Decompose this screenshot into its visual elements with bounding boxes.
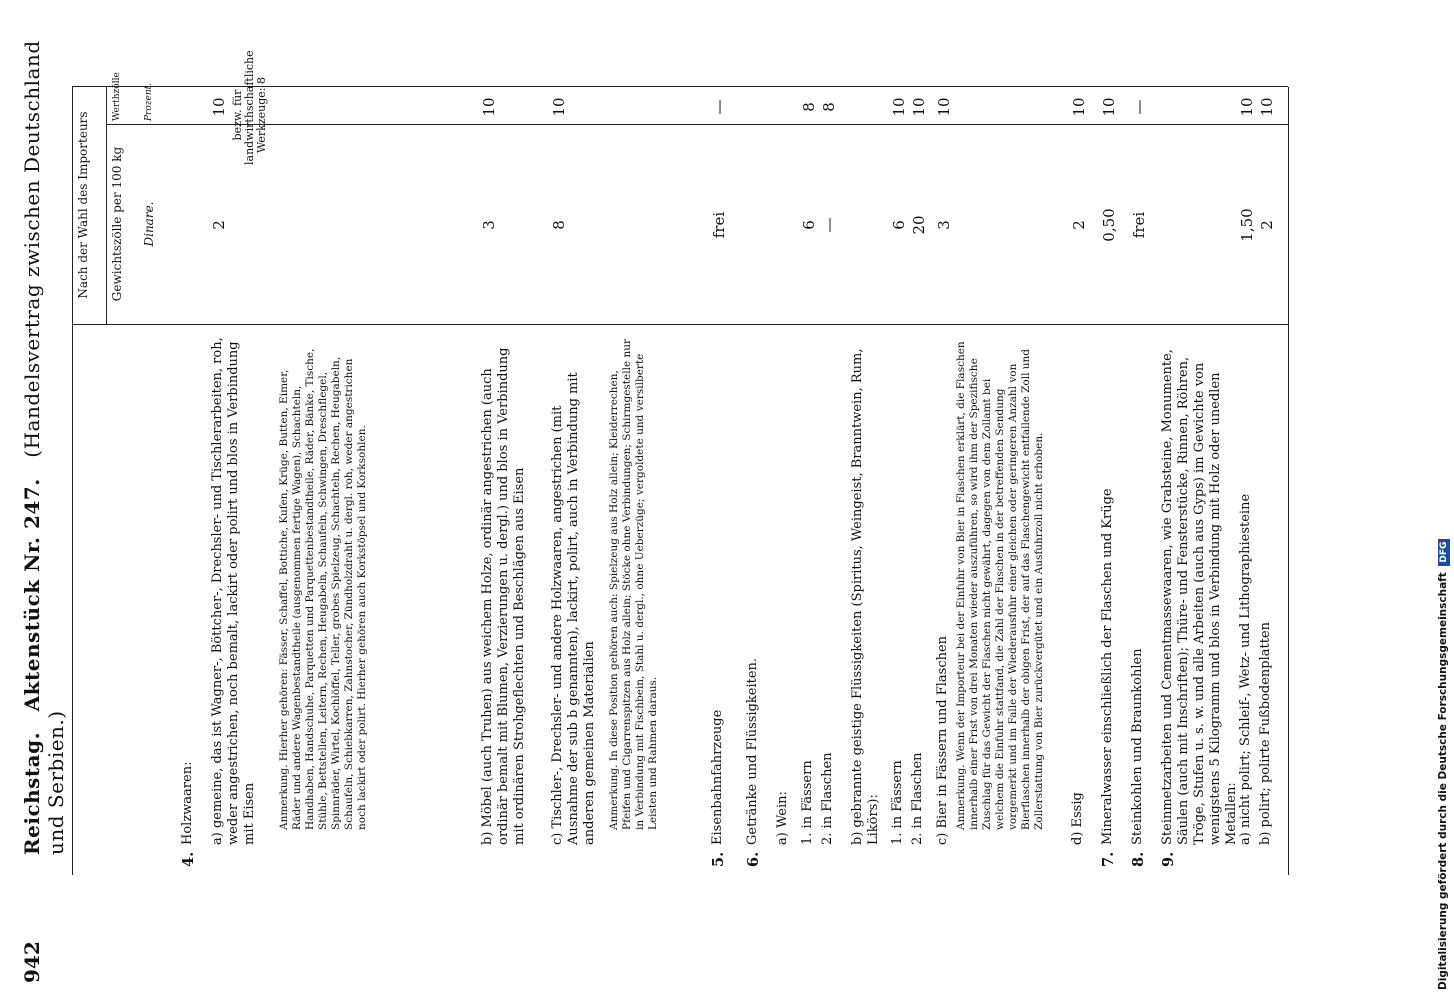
cell-dinare: 0,50	[1100, 208, 1118, 242]
row-description: d) Essig	[1070, 792, 1085, 845]
header-weight-unit: Dinare.	[142, 201, 156, 247]
page-number: 942	[20, 941, 44, 983]
cell-prozent: —	[1130, 99, 1148, 115]
note-holz-c: Anmerkung. In diese Position gehören auch: Spielzeug aus Holz allein; Kleiderrechen, Pfeifen und Cigarrenspitzen aus Holz allein; Stöcke ohne Verbindungen; Schirmgestelle nur in Verbindung mit Fischbein, Stahl u. dergl., ohne Ueberzüge; vergoldete und versilberte Leisten und Rahmen daraus.	[608, 338, 659, 830]
dfg-credit	[1432, 10, 1454, 990]
row-description: 2. in Flaschen	[910, 752, 925, 845]
row-description: a) Wein:	[775, 791, 790, 845]
cell-prozent: 8	[820, 102, 838, 112]
cell-prozent: 10	[480, 97, 498, 117]
row-description: b) gebrannte geistige Flüssigkeiten (Spiritus, Weingeist, Branntwein, Rum, Likörs):	[850, 348, 881, 845]
cell-dinare: 3	[480, 220, 498, 230]
cell-prozent: 10	[910, 97, 928, 117]
row-description: Getränke und Flüssigkeiten.	[745, 657, 760, 845]
row-number: 4.	[180, 851, 197, 867]
header-value: Werthzölle	[112, 72, 122, 121]
cell-prozent: 10	[210, 97, 228, 117]
dfg-credit-strip	[1408, 10, 1449, 990]
header-mid-rule	[106, 87, 107, 325]
title-doc: Aktenstück Nr. 247.	[20, 478, 44, 712]
cell-prozent: 10	[1238, 97, 1256, 117]
cell-prozent: 8	[800, 102, 818, 112]
cell-dinare: 1,50	[1238, 208, 1256, 242]
cell-prozent: —	[710, 99, 728, 115]
value-note: bezw. für landwirthschaftliche Werkzeuge: 8	[231, 50, 268, 165]
row-description: a) gemeine, das ist Wagner-, Böttcher-, Drechsler- und Tischlerarbeiten, roh, weder angestrichen, noch bemalt, lackirt oder polirt und blos in Verbindung mit Eisen	[210, 337, 257, 845]
table-top-rule	[72, 87, 73, 875]
cell-prozent: 10	[890, 97, 908, 117]
cell-dinare: frei	[1130, 211, 1148, 239]
header-group: Nach der Wahl des Importeurs	[76, 111, 90, 299]
row-number: 9.	[1160, 851, 1177, 867]
row-description: b) Möbel (auch Truhen) aus weichem Holze, ordinär angestrichen (auch ordinär bemalt mit Blumen, Verzierungen u. dergl.) und blos in Verbindung mit ordinären Strohgeflechten und Beschlägen aus Eisen	[480, 347, 527, 845]
row-description: Mineralwasser einschließlich der Flaschen und Krüge	[1100, 488, 1115, 845]
cell-dinare: 3	[935, 220, 953, 230]
row-description: Steinkohlen und Braunkohlen	[1130, 648, 1145, 845]
page-title	[20, 5, 68, 855]
row-description: c) Tischler-, Drechsler- und andere Holzwaaren, angestrichen (mit Ausnahme der sub b genannten), lackirt, polirt, auch in Verbindung mit anderen gemeinen Materialien	[550, 372, 597, 845]
cell-prozent: 10	[1070, 97, 1088, 117]
note-bier: Anmerkung. Wenn der Importeur bei der Einfuhr von Bier in Flaschen erklärt, die Flaschen innerhalb einer Frist von drei Monaten wieder auszuführen, so wird ihm der Spezifische Zuschlag für das Gewicht der Flaschen nicht gewährt, dagegen von dem Zollamt bei welchem die Einfuhr stattfand, die Zahl der Flaschen in der betreffenden Sendung vorgemerkt und im Falle der Wiederausfuhr einer gleichen oder geringeren Anzahl von Bierflaschen innerhalb der obigen Frist, der auf das Flaschengewicht entfallende Zoll und Zollerstattung von Bier zurückvergütet und ein Ausfuhrzoll nicht erhoben.	[955, 341, 1045, 830]
row-number: 5.	[710, 851, 727, 867]
row-description: b) polirt; polirte Fußbodenplatten	[1258, 621, 1273, 845]
dfg-logo: DFG	[1438, 539, 1450, 566]
cell-dinare: 8	[550, 220, 568, 230]
row-number: 7.	[1100, 851, 1117, 867]
rotated-page	[10, 5, 1300, 995]
cell-prozent: 10	[550, 97, 568, 117]
row-description: Eisenbahnfahrzeuge	[710, 709, 725, 845]
row-description: 1. in Fässern	[800, 760, 815, 845]
row-description: a) nicht polirt; Schleif-, Wetz- und Lithographiesteine	[1238, 493, 1253, 845]
row-number: 6.	[745, 851, 762, 867]
cell-dinare: —	[820, 217, 838, 233]
table-divider	[72, 324, 1288, 325]
row-description: 1. in Fässern	[890, 760, 905, 845]
cell-dinare: 2	[1070, 220, 1088, 230]
cell-prozent: 10	[935, 97, 953, 117]
row-description: Holzwaaren:	[180, 761, 195, 845]
cell-dinare: 20	[910, 215, 928, 235]
cell-prozent: 10	[1258, 97, 1276, 117]
credit-text: Digitalisierung gefördert durch die Deutsche Forschungsgemeinschaft	[1437, 572, 1449, 990]
cell-dinare: 2	[1258, 220, 1276, 230]
title-rest: (Handelsvertrag zwischen Deutschland und Serbien.)	[20, 40, 68, 855]
table-bottom-rule	[1288, 87, 1289, 875]
row-description: 2. in Flaschen	[820, 752, 835, 845]
header-value-unit: Prozent.	[144, 82, 154, 121]
cell-prozent: 10	[1100, 97, 1118, 117]
title-prefix: Reichstag.	[20, 731, 44, 855]
cell-dinare: 6	[890, 220, 908, 230]
row-description: c) Bier in Fässern und Flaschen	[935, 635, 950, 845]
row-description: Steinmetzarbeiten und Cementmassewaaren, wie Grabsteine, Monumente, Säulen (auch mit Inschriften); Thüre- und Fensterstücke, Rinnen, Röhren, Tröge, Stufen u. s. w. und alle Arbeiten (auch aus Gyps) im Gewichte von wenigstens 5 Kilogramm und blos in Verbindung mit Holz oder unedlen Metallen:	[1160, 349, 1239, 845]
cell-dinare: frei	[710, 211, 728, 239]
header-weight: Gewichtszölle per 100 kg	[110, 146, 124, 302]
cell-dinare: 2	[210, 220, 228, 230]
note-holz-a: Anmerkung. Hierher gehören: Fässer, Schaffel, Bottiche, Kufen, Krüge, Butten, Eimer, Räder und andere Wagenbestandtheile (ausgenommen fertige Wagen), Schachteln, Handhaben, Handschuhe, Parquetten und Parquettenbestandtheile, Räder, Bänke, Tische, Stühle, Bettstellen, Leitern, Rechen, Heugabeln, Schaufeln, Schwingen, Dreschflegel, Spinnräder, Wirtel, Kochlöffel, Teller, grobes Spielzeug, Schachteln, Rechen, Heugabeln, Schaufeln, Schiebkarren, Zahnstocher, Zündholzdraht u. dergl. roh, weder angestrichen noch lackirt oder polirt. Hierher gehören auch Korkstöpsel und Korksohlen.	[278, 348, 368, 830]
cell-dinare: 6	[800, 220, 818, 230]
row-number: 8.	[1130, 851, 1147, 867]
